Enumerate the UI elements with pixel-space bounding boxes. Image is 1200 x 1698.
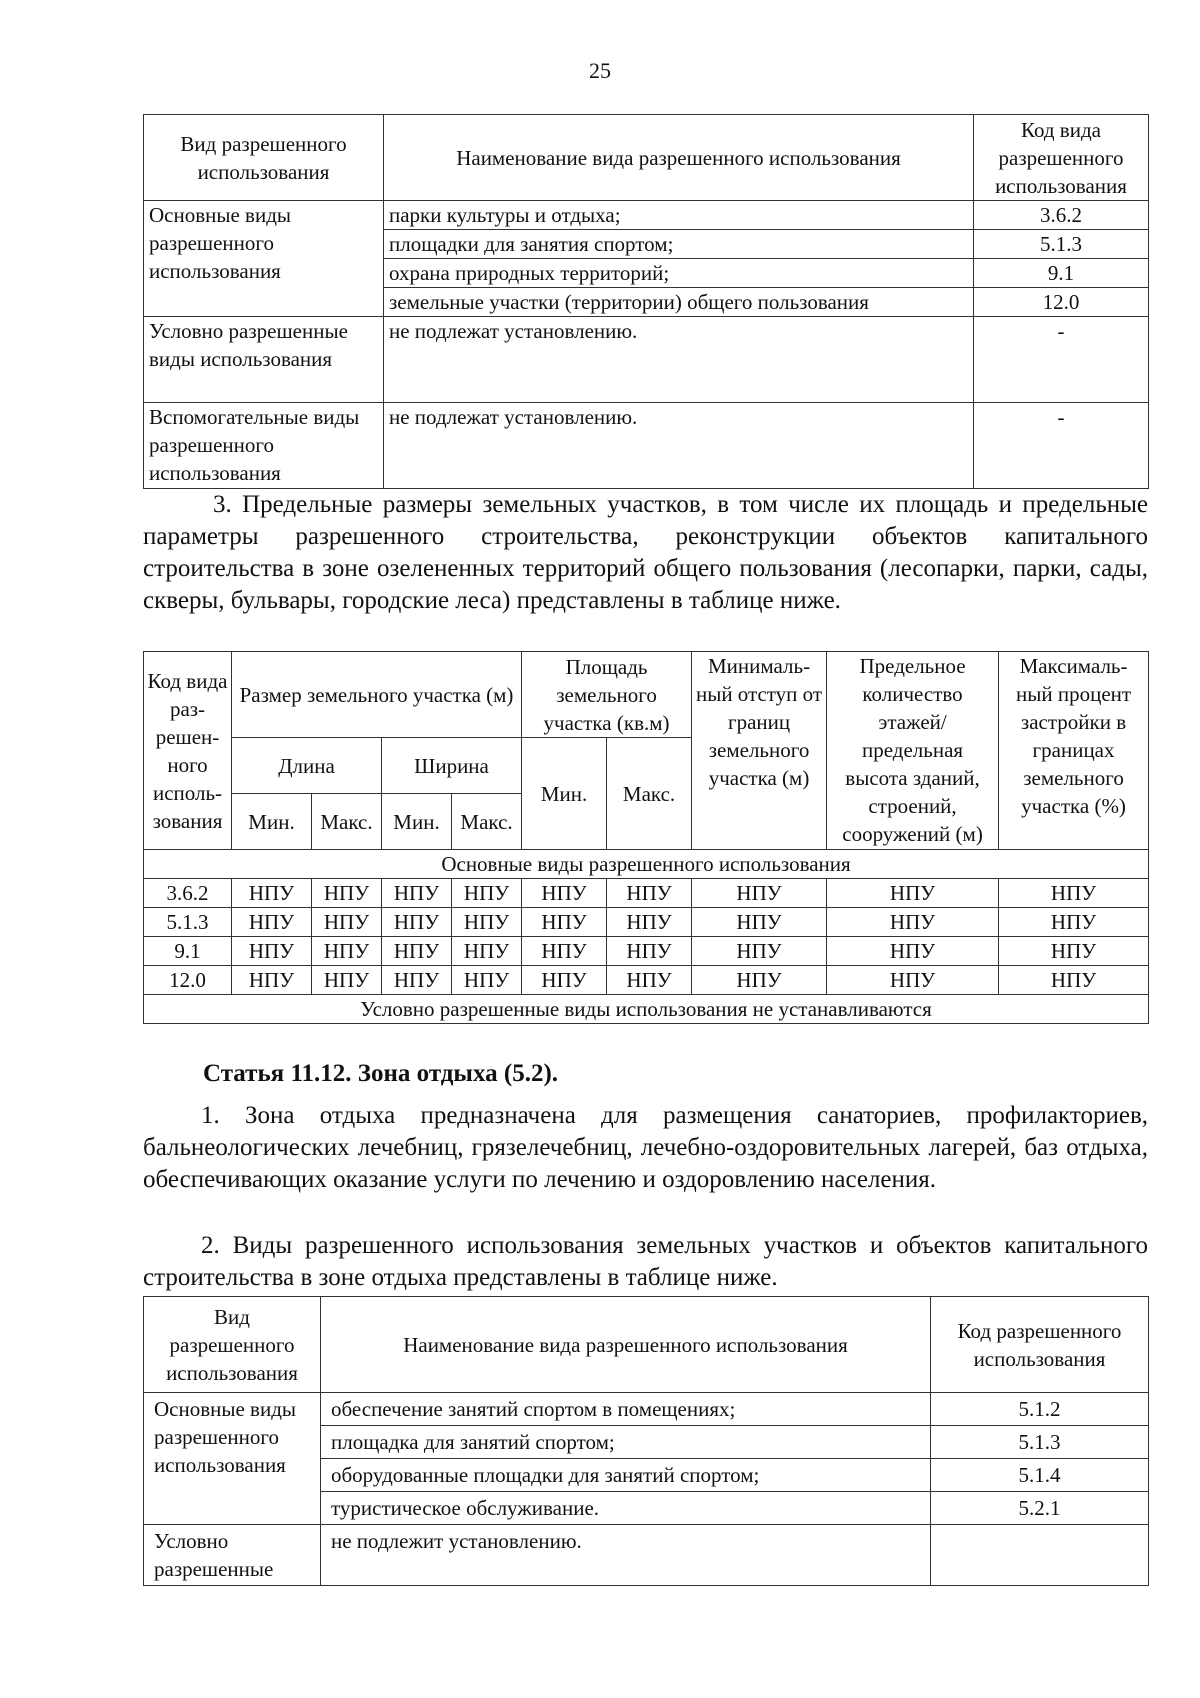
page-number: 25	[589, 58, 611, 83]
header-area-max: Макс.	[607, 738, 692, 850]
permitted-use-table-recreation-zone	[143, 1296, 1149, 1586]
category-cell: Основные виды разрешенного использования	[144, 1393, 321, 1525]
paragraph-zone-purpose	[143, 1100, 1148, 1196]
header-width-max: Макс.	[452, 794, 522, 850]
header-min-indent: Минималь- ный отступ от границ земельного участка (м)	[692, 652, 827, 850]
cell: НПУ	[382, 937, 452, 966]
header-use-code: Код разрешенного использования	[931, 1297, 1149, 1393]
cell: НПУ	[692, 937, 827, 966]
cell: НПУ	[382, 966, 452, 995]
cell: НПУ	[827, 908, 999, 937]
category-cell: Основные виды разрешенного использования	[144, 201, 384, 317]
cell: НПУ	[607, 937, 692, 966]
cell: НПУ	[232, 879, 312, 908]
use-name-cell: охрана природных территорий;	[384, 259, 974, 288]
table-row	[144, 403, 1149, 489]
table-row	[144, 908, 1149, 937]
cell: НПУ	[522, 937, 607, 966]
section-main-uses: Основные виды разрешенного использования	[144, 850, 1149, 879]
use-name-cell: не подлежит установлению.	[321, 1525, 931, 1586]
header-length: Длина	[232, 738, 382, 794]
cell: НПУ	[452, 879, 522, 908]
cell: НПУ	[312, 908, 382, 937]
table-row	[144, 201, 1149, 230]
cell: НПУ	[607, 879, 692, 908]
use-name-cell: обеспечение занятий спортом в помещениях;	[321, 1393, 931, 1426]
header-use-code: Код вида разрешенного использования	[974, 115, 1149, 201]
cell: НПУ	[232, 937, 312, 966]
cell: НПУ	[999, 937, 1149, 966]
article-heading: Статья 11.12. Зона отдыха (5.2).	[203, 1060, 559, 1087]
cell: НПУ	[607, 908, 692, 937]
use-name-cell: площадка для занятий спортом;	[321, 1426, 931, 1459]
use-code-cell: 5.1.3	[931, 1426, 1149, 1459]
cell: НПУ	[827, 879, 999, 908]
use-name-cell: площадки для занятия спортом;	[384, 230, 974, 259]
table-row	[144, 317, 1149, 403]
table-row	[144, 1525, 1149, 1586]
cell: НПУ	[692, 966, 827, 995]
paragraph-text: 2. Виды разрешенного использования земельных участков и объектов капитального строительства в зоне отдыха представлены в таблице ниже.	[143, 1232, 1148, 1291]
paragraph-zone-uses	[143, 1230, 1148, 1294]
use-name-cell: не подлежат установлению.	[384, 403, 974, 489]
permitted-use-table-green-zone	[143, 114, 1149, 489]
paragraph-limits	[143, 489, 1148, 617]
use-code-cell: 5.1.3	[974, 230, 1149, 259]
cell: НПУ	[452, 908, 522, 937]
table-row	[144, 966, 1149, 995]
paragraph-text: 1. Зона отдыха предназначена для размещения санаториев, профилакториев, бальнеологических лечебниц, грязелечебниц, лечебно-оздоровительных лагерей, баз отдыха, обеспечивающих оказание услуги по лечению и оздоровлению населения.	[143, 1102, 1148, 1193]
use-code-cell: 5.2.1	[931, 1492, 1149, 1525]
header-max-floors: Предельное количество этажей/ предельная высота зданий, строений, сооружений (м)	[827, 652, 999, 850]
cell: НПУ	[232, 908, 312, 937]
use-code-cell: 9.1	[974, 259, 1149, 288]
use-name-cell: оборудованные площадки для занятий спортом;	[321, 1459, 931, 1492]
cell: НПУ	[999, 966, 1149, 995]
cell: НПУ	[452, 966, 522, 995]
table-row	[144, 1393, 1149, 1426]
cell: НПУ	[999, 879, 1149, 908]
use-code-cell: 12.0	[974, 288, 1149, 317]
cell: НПУ	[607, 966, 692, 995]
cell: НПУ	[312, 937, 382, 966]
table-row	[144, 937, 1149, 966]
use-name-cell: туристическое обслуживание.	[321, 1492, 931, 1525]
header-use-name: Наименование вида разрешенного использования	[384, 115, 974, 201]
cell: НПУ	[232, 966, 312, 995]
use-code-cell: 5.1.2	[931, 1393, 1149, 1426]
cell: НПУ	[382, 879, 452, 908]
cell: НПУ	[312, 966, 382, 995]
use-code-cell: 3.6.2	[974, 201, 1149, 230]
row-code: 5.1.3	[144, 908, 232, 937]
cell: НПУ	[692, 879, 827, 908]
cell: НПУ	[827, 937, 999, 966]
cell: НПУ	[692, 908, 827, 937]
row-code: 12.0	[144, 966, 232, 995]
use-name-cell: земельные участки (территории) общего пользования	[384, 288, 974, 317]
cell: НПУ	[522, 966, 607, 995]
cell: НПУ	[522, 908, 607, 937]
cell: НПУ	[382, 908, 452, 937]
header-plot-area: Площадь земельного участка (кв.м)	[522, 652, 692, 738]
header-width: Ширина	[382, 738, 522, 794]
header-length-min: Мин.	[232, 794, 312, 850]
limits-table-green-zone	[143, 651, 1149, 1024]
use-code-cell: -	[974, 403, 1149, 489]
header-length-max: Макс.	[312, 794, 382, 850]
cell: НПУ	[999, 908, 1149, 937]
use-code-cell: 5.1.4	[931, 1459, 1149, 1492]
use-code-cell: -	[974, 317, 1149, 403]
paragraph-text: 3. Предельные размеры земельных участков, в том числе их площадь и предельные параметры разрешенного строительства, реконструкции объектов капитального строительства в зоне озелененных территорий общего пользования (лесопарки, парки, сады, скверы, бульвары, городские леса) представлены в таблице ниже.	[143, 491, 1148, 614]
category-cell: Вспомогательные виды разрешенного использования	[144, 403, 384, 489]
category-cell: Условно разрешенные виды использования	[144, 317, 384, 403]
use-code-cell	[931, 1525, 1149, 1586]
use-name-cell: парки культуры и отдыха;	[384, 201, 974, 230]
header-plot-size: Размер земельного участка (м)	[232, 652, 522, 738]
header-use-type: Вид разрешенного использования	[144, 115, 384, 201]
category-cell: Условно разрешенные	[144, 1525, 321, 1586]
row-code: 9.1	[144, 937, 232, 966]
header-use-type: Вид разрешенного использования	[144, 1297, 321, 1393]
cell: НПУ	[522, 879, 607, 908]
header-max-percent: Максималь- ный процент застройки в границах земельного участка (%)	[999, 652, 1149, 850]
cell: НПУ	[827, 966, 999, 995]
header-width-min: Мин.	[382, 794, 452, 850]
header-code: Код вида раз- решен- ного исполь- зования	[144, 652, 232, 850]
cell: НПУ	[312, 879, 382, 908]
header-use-name: Наименование вида разрешенного использования	[321, 1297, 931, 1393]
row-code: 3.6.2	[144, 879, 232, 908]
header-area-min: Мин.	[522, 738, 607, 850]
use-name-cell: не подлежат установлению.	[384, 317, 974, 403]
table-row	[144, 879, 1149, 908]
cell: НПУ	[452, 937, 522, 966]
section-conditional-uses: Условно разрешенные виды использования не устанавливаются	[144, 995, 1149, 1024]
